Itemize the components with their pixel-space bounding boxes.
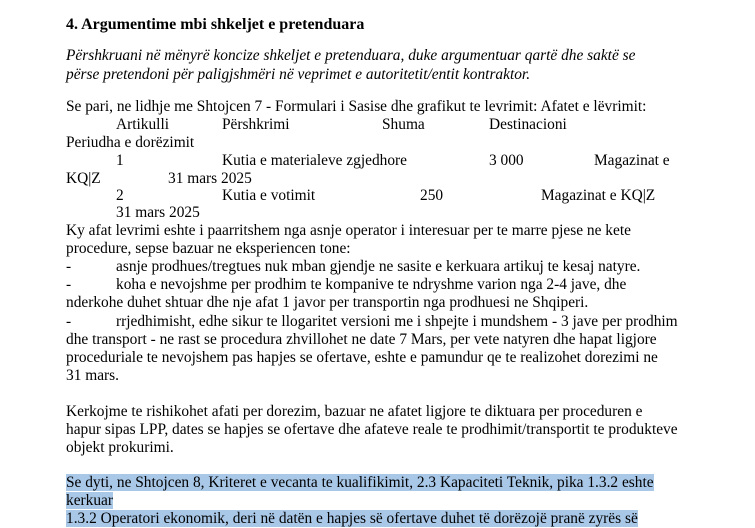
instruction-line-1: Përshkruani në mënyrë koncize shkeljet e pretenduara, duke argumentuar qartë dhe saktë se <box>66 47 636 64</box>
section-heading: 4. Argumentime mbi shkeljet e pretenduara <box>66 16 365 33</box>
selected-text[interactable]: Se dyti, ne Shtojcen 8, Kriteret e vecanta te kualifikimit, 2.3 Kapaciteti Teknik, pika 1.3.2 eshte <box>66 474 654 491</box>
table-header-item: Artikulli <box>116 116 170 133</box>
bullet-2-line-1: koha e nevojshme per prodhim te kompanive te ndryshme varion nga 2-4 jave, dhe <box>116 276 627 293</box>
row-1-destination-cont: KQ|Z <box>66 170 101 187</box>
bullet-3-dash: - <box>66 313 72 330</box>
table-header-destination: Destinacioni <box>489 116 567 133</box>
table-header-quantity: Shuma <box>382 116 425 133</box>
bullet-3-line-1: rrjedhimisht, edhe sikur te llogaritet versioni me i shpejte i mundshem - 3 jave per prodhim <box>116 313 678 330</box>
bullet-3-line-4: 31 mars. <box>66 367 120 384</box>
bullet-2-dash: - <box>66 276 72 293</box>
paragraph-3-line-1 <box>66 474 654 492</box>
paragraph-3-line-2 <box>66 492 113 510</box>
paragraph-1-line-1: Ky afat levrimi eshte i paarritshem nga asnje operator i interesuar per te marre pjese ne kete <box>66 222 631 239</box>
row-2-number: 2 <box>116 187 124 204</box>
table-header-period: Periudha e dorëzimit <box>66 134 195 151</box>
paragraph-2-line-3: objekt prokurimi. <box>66 439 174 456</box>
row-1-quantity: 3 000 <box>489 152 524 169</box>
bullet-3-line-2: dhe transport - ne rast se procedura zhvillohet ne date 7 Mars, per vete natyren dhe hapat ligjore <box>66 331 657 348</box>
bullet-1-dash: - <box>66 258 72 275</box>
bullet-2-line-2: nderkohe duhet shtuar dhe nje afat 1 javor per transportin nga prodhuesi ne Shqiperi. <box>66 294 589 311</box>
row-2-destination: Magazinat e KQ|Z <box>541 187 656 204</box>
row-2-description: Kutia e votimit <box>222 187 316 204</box>
paragraph-2-line-2: hapur sipas LPP, dates se hapjes se ofertave dhe afateve reale te prodhimit/transportit te produkteve <box>66 421 678 438</box>
row-2-date: 31 mars 2025 <box>116 204 200 221</box>
paragraph-2-line-1: Kerkojme te rishikohet afati per dorezim, bazuar ne afatet ligjore te diktuara per proceduren e <box>66 403 643 420</box>
paragraph-4-cut-line <box>66 510 638 528</box>
selected-text-cont[interactable]: kerkuar <box>66 492 113 509</box>
intro-line: Se pari, ne lidhje me Shtojcen 7 - Formulari i Sasise dhe grafikut te levrimit: Afatet e lëvrimit: <box>66 98 647 115</box>
selected-text-partial[interactable]: 1.3.2 Operatori ekonomik, deri në datën e hapjes së ofertave duhet të dorëzojë pranë zyrës së <box>66 510 638 527</box>
row-1-description: Kutia e materialeve zgjedhore <box>222 152 408 169</box>
paragraph-1-line-2: procedure, sepse bazuar ne eksperiencen tone: <box>66 240 351 257</box>
table-header-description: Përshkrimi <box>222 116 290 133</box>
row-1-date: 31 mars 2025 <box>168 170 252 187</box>
row-1-number: 1 <box>116 152 124 169</box>
instruction-line-2: përse pretendoni për paligjshmëri në veprimet e autoritetit/entit kontraktor. <box>66 66 531 83</box>
bullet-1-line-1: asnje prodhues/tregtues nuk mban gjendje ne sasite e kerkuara artikuj te kesaj natyre. <box>116 258 641 275</box>
row-1-destination: Magazinat e <box>594 152 670 169</box>
bullet-3-line-3: proceduriale te nevojshem pas hapjes se ofertave, eshte e pamundur qe te realizohet dorezimi ne <box>66 349 658 366</box>
row-2-quantity: 250 <box>420 187 444 204</box>
